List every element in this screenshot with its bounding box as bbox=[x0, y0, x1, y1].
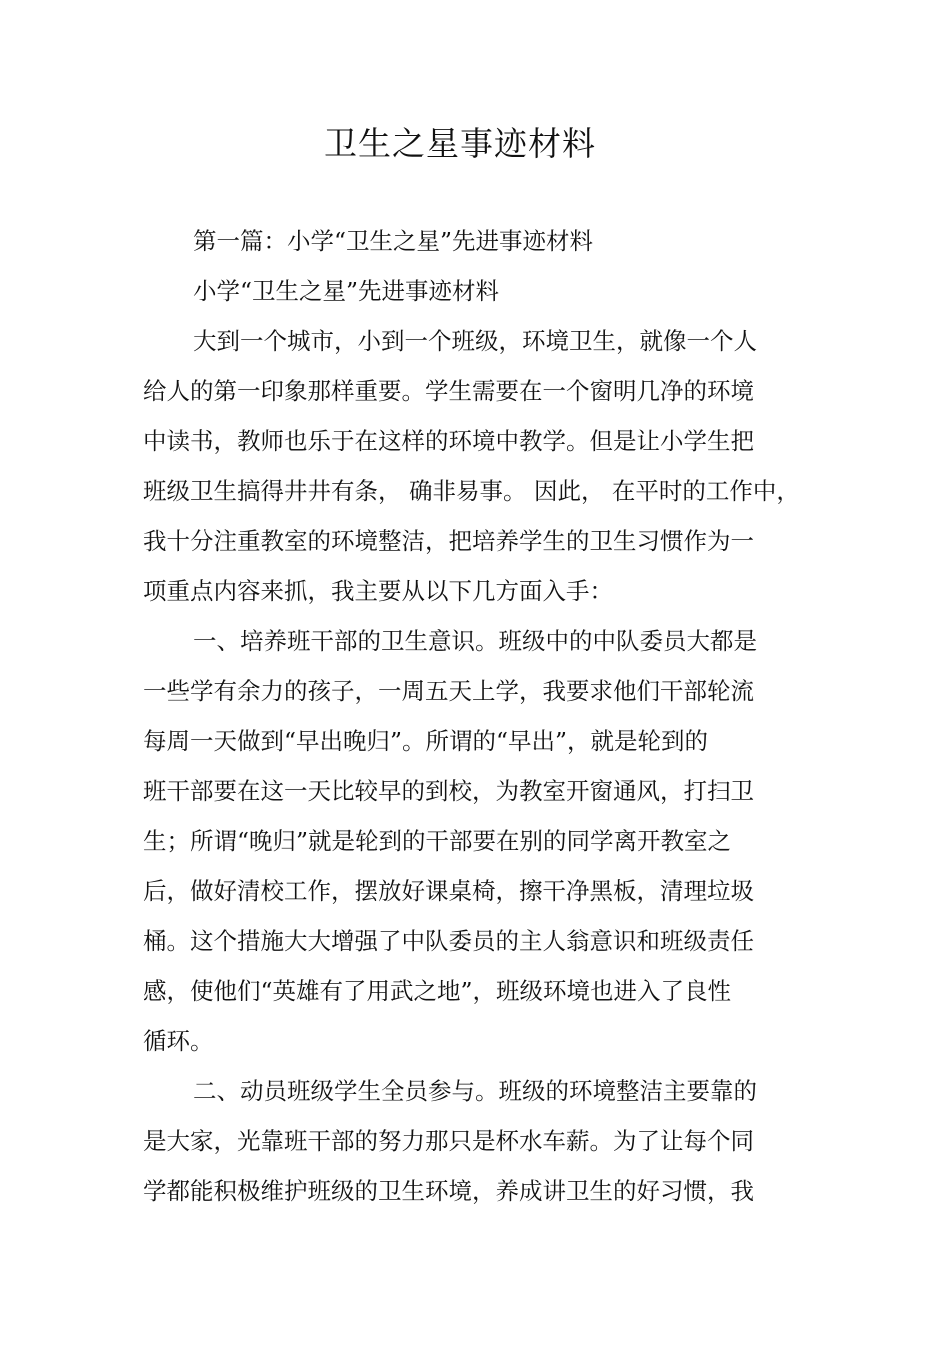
text-line: 每周一天做到“早出晚归”。所谓的“早出”，就是轮到的 bbox=[143, 727, 709, 755]
text-line: 感，使他们“英雄有了用武之地”，班级环境也进入了良性 bbox=[143, 977, 732, 1005]
text-line: 一、培养班干部的卫生意识。班级中的中队委员大都是 bbox=[193, 627, 757, 655]
text-line: 后，做好清校工作，摆放好课桌椅，擦干净黑板，清理垃圾 bbox=[143, 877, 754, 905]
text-line: 生；所谓“晚归”就是轮到的干部要在别的同学离开教室之 bbox=[143, 827, 732, 855]
text-line: 项重点内容来抓，我主要从以下几方面入手： bbox=[143, 577, 613, 605]
text-line: 班干部要在这一天比较早的到校，为教室开窗通风，打扫卫 bbox=[143, 777, 754, 805]
text-line: 中读书，教师也乐于在这样的环境中教学。但是让小学生把 bbox=[143, 427, 754, 455]
text-line: 桶。这个措施大大增强了中队委员的主人翁意识和班级责任 bbox=[143, 927, 754, 955]
text-line: 循环。 bbox=[143, 1027, 214, 1055]
text-line: 大到一个城市，小到一个班级，环境卫生，就像一个人 bbox=[193, 327, 757, 355]
text-line: 给人的第一印象那样重要。学生需要在一个窗明几净的环境 bbox=[143, 377, 754, 405]
text-line: 二、动员班级学生全员参与。班级的环境整洁主要靠的 bbox=[193, 1077, 757, 1105]
text-line: 小学“卫生之星”先进事迹材料 bbox=[193, 277, 500, 305]
text-line: 第一篇：小学“卫生之星”先进事迹材料 bbox=[193, 227, 594, 255]
text-line: 班级卫生搞得井井有条， 确非易事。 因此， 在平时的工作中， bbox=[143, 477, 800, 505]
text-line: 学都能积极维护班级的卫生环境，养成讲卫生的好习惯，我 bbox=[143, 1177, 754, 1205]
text-line: 一些学有余力的孩子，一周五天上学，我要求他们干部轮流 bbox=[143, 677, 754, 705]
text-line: 我十分注重教室的环境整洁，把培养学生的卫生习惯作为一 bbox=[143, 527, 754, 555]
document-title: 卫生之星事迹材料 bbox=[324, 124, 596, 163]
text-line: 是大家，光靠班干部的努力那只是杯水车薪。为了让每个同 bbox=[143, 1127, 754, 1155]
